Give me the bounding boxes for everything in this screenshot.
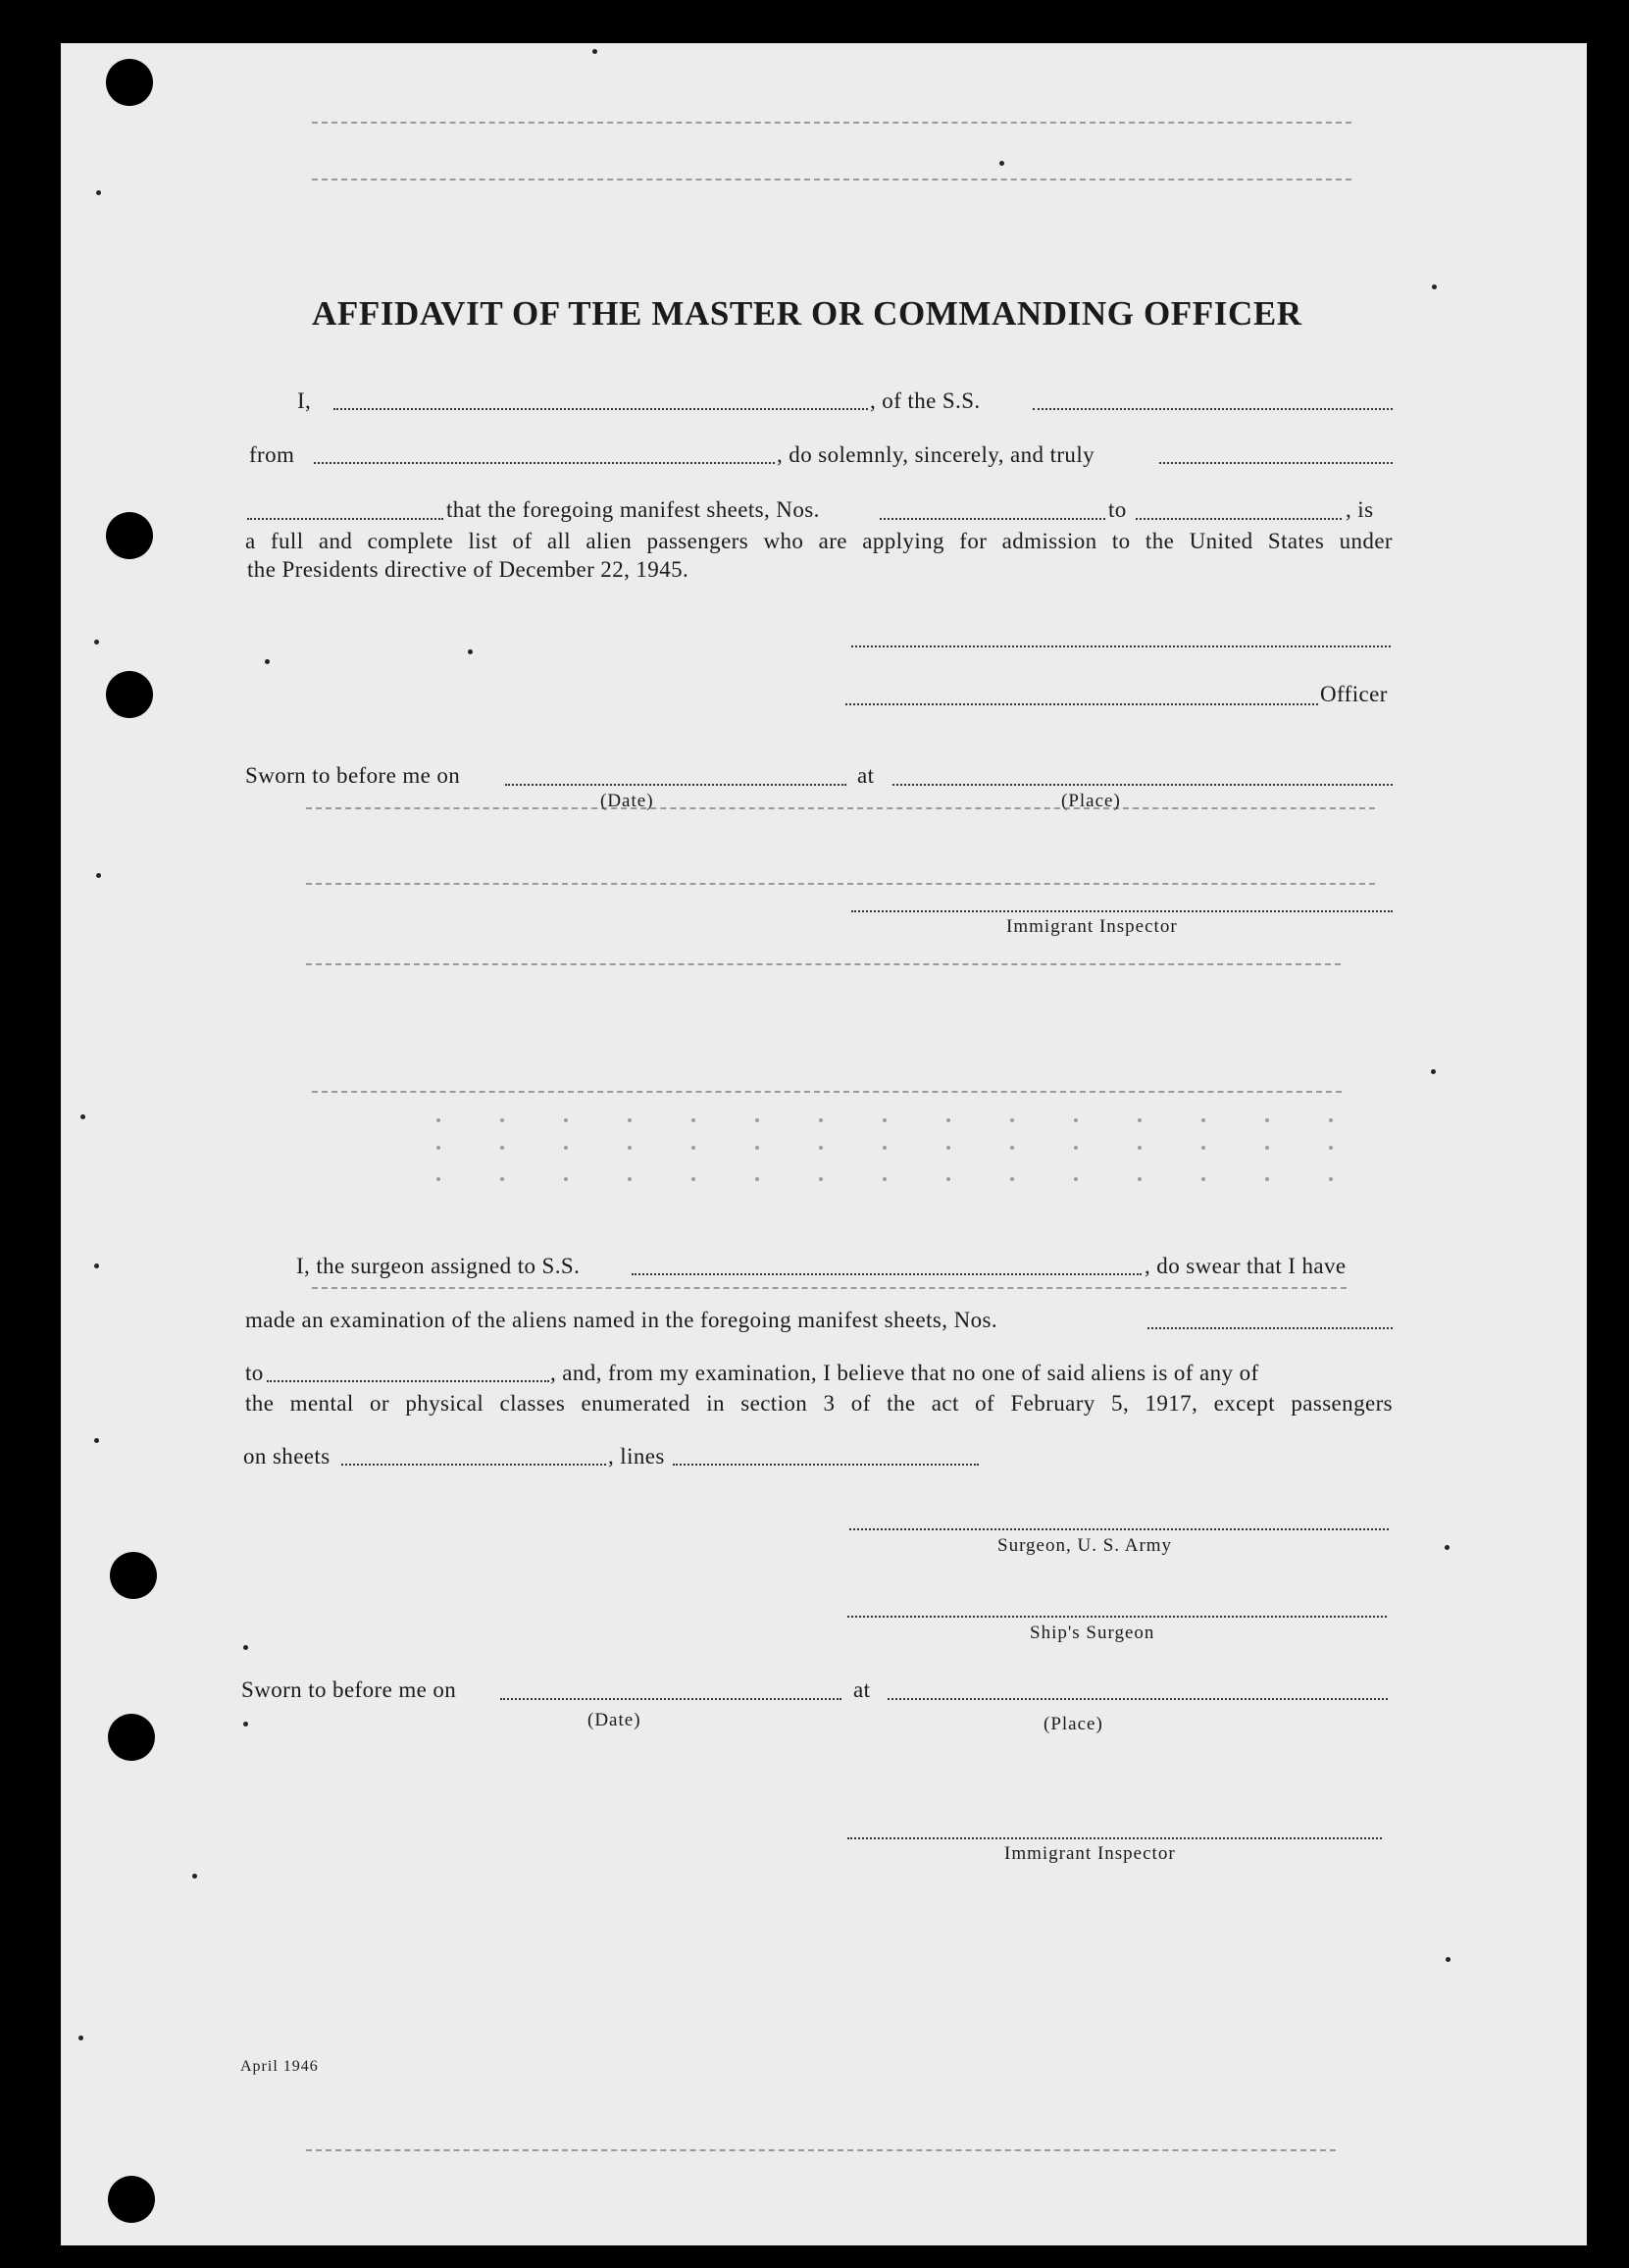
ghost-dot: [436, 1118, 440, 1122]
ghost-dot: [1138, 1146, 1142, 1150]
sworn-at-label: at: [857, 763, 875, 788]
ghost-dot: [691, 1177, 695, 1181]
surgeon-nos-field[interactable]: [1147, 1327, 1393, 1329]
sworn-label: Sworn to before me on: [245, 763, 461, 788]
document-title: AFFIDAVIT OF THE MASTER OR COMMANDING OFFICER: [312, 294, 1302, 333]
ghost-dot: [1265, 1146, 1269, 1150]
surgeon-sheets-label: on sheets: [243, 1444, 331, 1469]
speck: [243, 1722, 248, 1727]
surgeon-examination-line: made an examination of the aliens named in the foregoing manifest sheets, Nos.: [245, 1308, 997, 1332]
ghost-dot: [883, 1146, 887, 1150]
punch-hole: [106, 671, 153, 718]
speck: [1431, 1069, 1436, 1074]
speck: [592, 49, 597, 54]
master-to-label: to: [1108, 497, 1127, 522]
speck: [1445, 1545, 1450, 1550]
ghost-dot: [1074, 1146, 1078, 1150]
sworn-place-field[interactable]: [888, 1698, 1388, 1700]
faint-rule: [312, 1287, 1347, 1289]
master-ss-label: , of the S.S.: [870, 388, 981, 413]
faint-rule: [306, 963, 1341, 965]
ghost-dot: [819, 1118, 823, 1122]
name-field[interactable]: [333, 408, 868, 410]
sworn-date-field[interactable]: [500, 1698, 841, 1700]
ghost-dot: [1201, 1177, 1205, 1181]
speck: [1432, 284, 1437, 289]
sheet-from-field[interactable]: [880, 518, 1105, 520]
ghost-dot: [1265, 1118, 1269, 1122]
surgeon-belief-line: , and, from my examination, I believe that no one of said aliens is of any of: [550, 1361, 1259, 1385]
master-is-label: , is: [1346, 497, 1374, 522]
date-caption: (Date): [587, 1710, 641, 1730]
ghost-dot: [628, 1118, 632, 1122]
army-surgeon-signature-field[interactable]: [849, 1528, 1389, 1530]
officer-signature-field[interactable]: [845, 703, 1318, 705]
speck: [96, 873, 101, 878]
ghost-dot: [1201, 1118, 1205, 1122]
sworn-at-label: at: [853, 1677, 871, 1702]
ghost-dot: [564, 1118, 568, 1122]
speck: [999, 161, 1004, 166]
faint-rule: [312, 179, 1351, 180]
ghost-dot: [883, 1118, 887, 1122]
master-i-label: I,: [297, 388, 312, 413]
ghost-dot: [1074, 1118, 1078, 1122]
speck: [96, 190, 101, 195]
speck: [468, 649, 473, 654]
sworn-date-field[interactable]: [505, 784, 846, 786]
punch-hole: [108, 1714, 155, 1761]
ghost-dot: [1329, 1177, 1333, 1181]
form-date: April 1946: [240, 2058, 319, 2075]
ghost-dot: [1201, 1146, 1205, 1150]
ghost-dot: [436, 1146, 440, 1150]
speck: [78, 2036, 83, 2040]
punch-hole: [106, 59, 153, 106]
ghost-dot: [628, 1146, 632, 1150]
speck: [243, 1645, 248, 1650]
ghost-dot: [946, 1118, 950, 1122]
ghost-dot: [564, 1177, 568, 1181]
faint-rule: [306, 883, 1375, 885]
speck: [94, 1263, 99, 1268]
ghost-dot: [819, 1177, 823, 1181]
ghost-dot: [1010, 1118, 1014, 1122]
signature-line[interactable]: [851, 645, 1391, 647]
oath-word-field[interactable]: [247, 518, 443, 520]
ship-name-field[interactable]: [1033, 408, 1393, 410]
ghost-dot: [755, 1118, 759, 1122]
surgeon-lines-label: , lines: [608, 1444, 665, 1469]
inspector-caption: Immigrant Inspector: [1004, 1843, 1176, 1864]
master-solemnly-label: , do solemnly, sincerely, and truly: [777, 442, 1095, 467]
ghost-dot: [1265, 1177, 1269, 1181]
master-paragraph-line: a full and complete list of all alien passengers who are applying for admission to the United States under: [245, 529, 1393, 553]
ghost-dot: [691, 1118, 695, 1122]
speck: [80, 1114, 85, 1119]
ghost-dot: [500, 1177, 504, 1181]
ship-surgeon-signature-field[interactable]: [847, 1616, 1387, 1618]
faint-rule: [312, 1091, 1342, 1093]
master-directive-line: the Presidents directive of December 22, 1945.: [247, 557, 689, 582]
army-surgeon-caption: Surgeon, U. S. Army: [997, 1535, 1173, 1556]
ghost-dot: [1329, 1118, 1333, 1122]
ghost-dot: [755, 1146, 759, 1150]
punch-hole: [108, 2176, 155, 2223]
ghost-dot: [1074, 1177, 1078, 1181]
ghost-dot: [1329, 1146, 1333, 1150]
form-page: [61, 43, 1587, 2245]
oath-field[interactable]: [1159, 462, 1393, 464]
ghost-dot: [500, 1118, 504, 1122]
surgeon-assigned-label: I, the surgeon assigned to S.S.: [296, 1254, 581, 1278]
date-caption: (Date): [600, 791, 654, 811]
ghost-dot: [564, 1146, 568, 1150]
ghost-dot: [1010, 1177, 1014, 1181]
ghost-dot: [628, 1177, 632, 1181]
ghost-dot: [755, 1177, 759, 1181]
faint-rule: [306, 807, 1375, 809]
ghost-dot: [1138, 1118, 1142, 1122]
ghost-dot: [500, 1146, 504, 1150]
ghost-dot: [691, 1146, 695, 1150]
place-caption: (Place): [1044, 1714, 1103, 1734]
from-field[interactable]: [314, 462, 775, 464]
sworn-label: Sworn to before me on: [241, 1677, 457, 1702]
surgeon-to-label: to: [245, 1361, 264, 1385]
sheet-to-field[interactable]: [1136, 518, 1342, 520]
speck: [94, 640, 99, 644]
faint-rule: [306, 2149, 1336, 2151]
master-manifest-label: that the foregoing manifest sheets, Nos.: [446, 497, 820, 522]
faint-rule: [312, 122, 1351, 124]
inspector-caption: Immigrant Inspector: [1006, 916, 1178, 937]
officer-label: Officer: [1320, 682, 1388, 706]
ghost-dot: [946, 1177, 950, 1181]
speck: [265, 659, 270, 664]
punch-hole: [110, 1552, 157, 1599]
speck: [1446, 1957, 1451, 1962]
place-caption: (Place): [1061, 791, 1121, 811]
sworn-place-field[interactable]: [892, 784, 1393, 786]
speck: [94, 1438, 99, 1443]
surgeon-sheets-field[interactable]: [341, 1464, 606, 1466]
inspector-signature-field[interactable]: [851, 910, 1393, 912]
ghost-dot: [883, 1177, 887, 1181]
speck: [192, 1874, 197, 1879]
ghost-dot: [819, 1146, 823, 1150]
ghost-dot: [946, 1146, 950, 1150]
surgeon-to-field[interactable]: [267, 1380, 549, 1382]
ghost-dot: [1138, 1177, 1142, 1181]
surgeon-ship-field[interactable]: [632, 1273, 1142, 1275]
ghost-dot: [436, 1177, 440, 1181]
ghost-dot: [1010, 1146, 1014, 1150]
surgeon-lines-field[interactable]: [673, 1464, 979, 1466]
inspector-signature-field[interactable]: [847, 1837, 1382, 1839]
ship-surgeon-caption: Ship's Surgeon: [1030, 1623, 1155, 1643]
punch-hole: [106, 512, 153, 559]
master-from-label: from: [249, 442, 295, 467]
surgeon-swear-label: , do swear that I have: [1145, 1254, 1347, 1278]
surgeon-classes-line: the mental or physical classes enumerated in section 3 of the act of February 5, 1917, except passengers: [245, 1391, 1393, 1416]
